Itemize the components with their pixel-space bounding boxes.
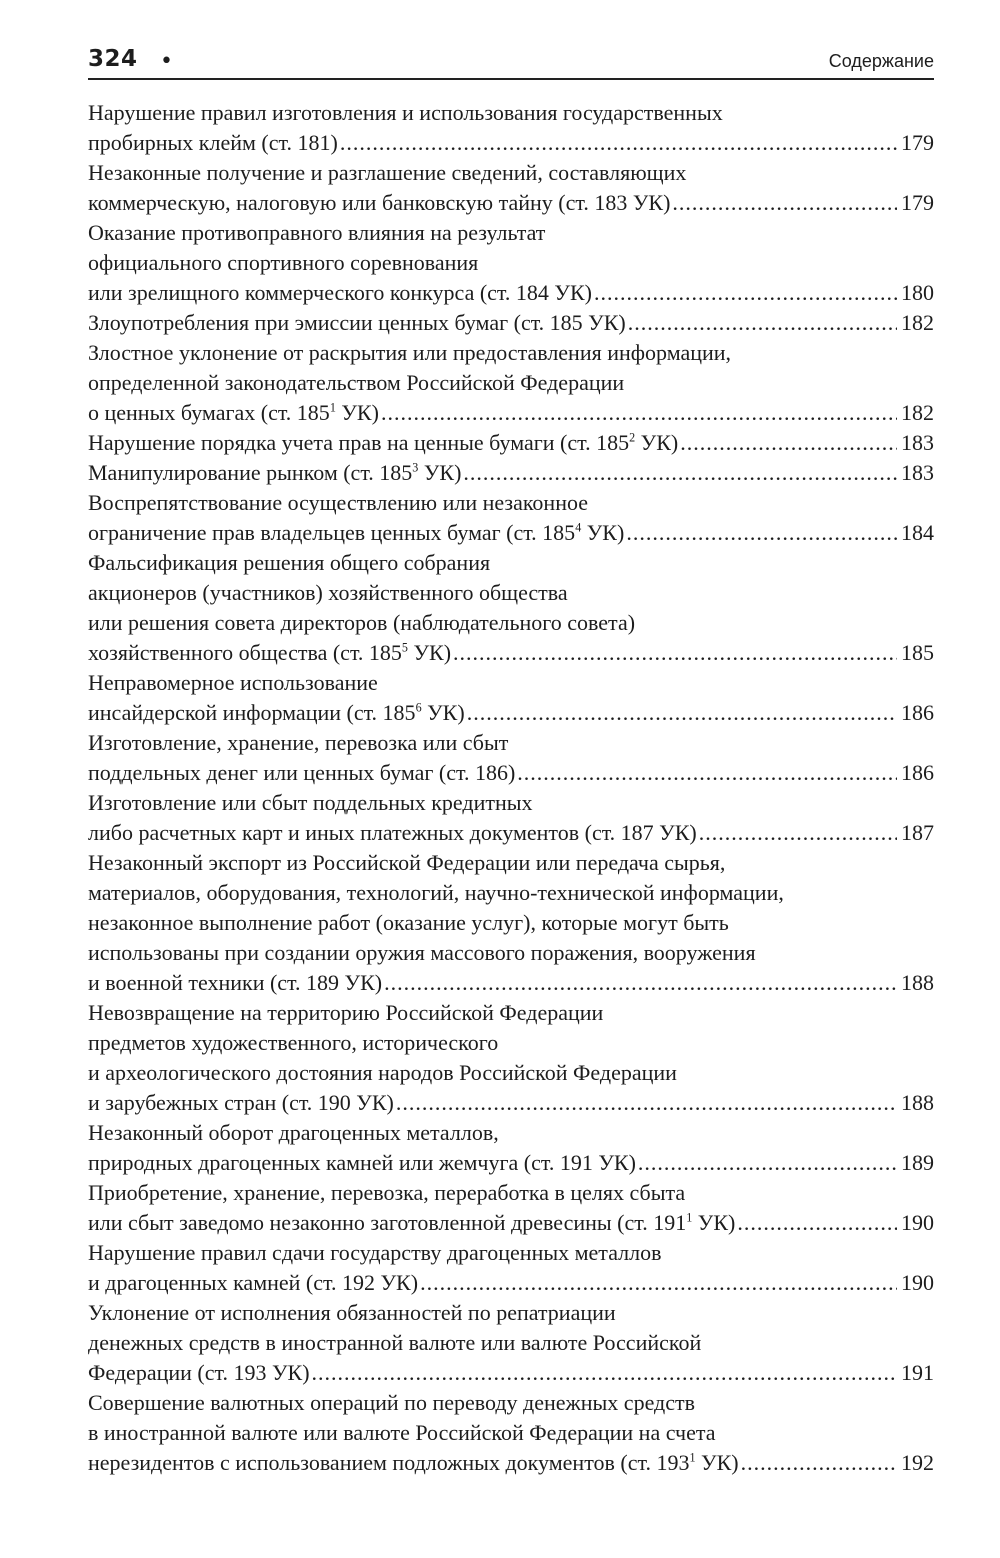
toc-entry-line: Злостное уклонение от раскрытия или предоставления информации, — [88, 340, 732, 365]
toc-page-number[interactable]: 189 — [901, 1150, 934, 1175]
toc-page-number[interactable]: 183 — [901, 430, 934, 455]
toc-page-number[interactable]: 191 — [901, 1360, 934, 1385]
toc-page-number[interactable]: 182 — [901, 400, 934, 425]
toc-entry-line: Незаконные получение и разглашение сведений, составляющих — [88, 160, 687, 185]
toc-entry-line: официального спортивного соревнования — [88, 250, 479, 275]
toc-entry-title-tail: УК) — [407, 640, 452, 665]
toc-entry-line: Оказание противоправного влияния на результат — [88, 220, 546, 245]
toc-page-number[interactable]: 187 — [901, 820, 934, 845]
toc-page-number[interactable]: 179 — [901, 130, 934, 155]
toc-entry-title — [88, 1088, 394, 1118]
toc-entry-line: или решения совета директоров (наблюдательного совета) — [88, 610, 636, 635]
toc-entry-last-line — [88, 638, 934, 668]
article-superscript: 4 — [575, 520, 582, 535]
toc-entry-last-line — [88, 1358, 934, 1388]
toc-entry-line: материалов, оборудования, технологий, научно-технической информации, — [88, 880, 784, 905]
toc-entry[interactable] — [88, 308, 934, 338]
toc-entry-title-text: Федерации (ст. 193 УК) — [88, 1360, 310, 1385]
toc-entry[interactable] — [88, 1178, 934, 1238]
toc-entry-last-line — [88, 1268, 934, 1298]
toc-entry-title-text: пробирных клейм (ст. 181) — [88, 130, 338, 155]
toc-entry-title-text: хозяйственного общества (ст. 185 — [88, 640, 402, 665]
dot-leader — [463, 458, 897, 488]
toc-entry-last-line — [88, 428, 934, 458]
dot-leader — [340, 128, 897, 158]
toc-entry-title — [88, 308, 626, 338]
toc-entry-title-text: Злоупотребления при эмиссии ценных бумаг (ст. 185 УК) — [88, 310, 626, 335]
dot-leader — [453, 638, 897, 668]
toc-entry-title — [88, 968, 382, 998]
section-title: Содержание — [828, 51, 934, 71]
dot-leader — [628, 308, 897, 338]
toc-entry[interactable] — [88, 338, 934, 428]
toc-page-number[interactable]: 190 — [901, 1270, 934, 1295]
toc-page-number[interactable]: 186 — [901, 700, 934, 725]
toc-entry-last-line — [88, 1208, 934, 1238]
toc-entry-line: Изготовление или сбыт поддельных кредитных — [88, 790, 533, 815]
header-bullet: • — [160, 49, 173, 74]
toc-entry[interactable] — [88, 158, 934, 218]
toc-entry-last-line — [88, 1448, 934, 1478]
table-of-contents — [88, 98, 934, 1478]
toc-entry-line: Приобретение, хранение, перевозка, переработка в целях сбыта — [88, 1180, 686, 1205]
toc-entry-title — [88, 518, 624, 548]
toc-entry-title-text: и военной техники (ст. 189 УК) — [88, 970, 383, 995]
dot-leader — [384, 968, 897, 998]
toc-entry-title — [88, 1148, 636, 1178]
toc-entry-title-text: поддельных денег или ценных бумаг (ст. 186) — [88, 760, 516, 785]
toc-entry-last-line — [88, 188, 934, 218]
article-superscript: 1 — [689, 1450, 696, 1465]
toc-page-number[interactable]: 192 — [901, 1450, 934, 1475]
toc-entry-title-text: нерезидентов с использованием подложных документов (ст. 193 — [88, 1450, 690, 1475]
toc-entry-line: незаконное выполнение работ (оказание услуг), которые могут быть — [88, 910, 729, 935]
toc-page-number[interactable]: 180 — [901, 280, 934, 305]
toc-entry-title — [88, 428, 678, 458]
toc-entry-title — [88, 638, 451, 668]
dot-leader — [680, 428, 897, 458]
toc-entry-line: Незаконный оборот драгоценных металлов, — [88, 1120, 499, 1145]
toc-entry-title-text: и драгоценных камней (ст. 192 УК) — [88, 1270, 419, 1295]
toc-entry-line: использованы при создании оружия массового поражения, вооружения — [88, 940, 756, 965]
toc-entry-title-tail: УК) — [581, 520, 625, 545]
toc-entry-line: Изготовление, хранение, перевозка или сбыт — [88, 730, 509, 755]
toc-entry-line: акционеров (участников) хозяйственного общества — [88, 580, 568, 605]
toc-entry[interactable] — [88, 98, 934, 158]
toc-entry-title — [88, 758, 515, 788]
toc-entry-last-line — [88, 398, 934, 428]
dot-leader — [672, 188, 897, 218]
toc-entry[interactable] — [88, 548, 934, 668]
toc-entry-title-text: Манипулирование рынком (ст. 185 — [88, 460, 413, 485]
toc-entry-last-line — [88, 308, 934, 338]
dot-leader — [467, 698, 897, 728]
toc-page-number[interactable]: 183 — [901, 460, 934, 485]
article-superscript: 6 — [415, 700, 422, 715]
toc-entry-line: Совершение валютных операций по переводу денежных средств — [88, 1390, 696, 1415]
toc-entry-line: Невозвращение на территорию Российской Федерации — [88, 1000, 604, 1025]
toc-entry[interactable] — [88, 998, 934, 1118]
dot-leader — [737, 1208, 897, 1238]
toc-entry-line: денежных средств в иностранной валюте или валюте Российской — [88, 1330, 702, 1355]
article-superscript: 3 — [412, 460, 419, 475]
toc-entry-title-tail: УК) — [421, 700, 465, 725]
toc-page-number[interactable]: 182 — [901, 310, 934, 335]
dot-leader — [312, 1358, 897, 1388]
toc-entry-title-text: о ценных бумагах (ст. 185 — [88, 400, 330, 425]
toc-entry-title-text: и зарубежных стран (ст. 190 УК) — [88, 1090, 394, 1115]
dot-leader — [626, 518, 897, 548]
toc-entry-title — [88, 1208, 735, 1238]
toc-entry-line: Нарушение правил изготовления и использования государственных — [88, 100, 723, 125]
toc-page-number[interactable]: 186 — [901, 760, 934, 785]
running-header — [88, 44, 934, 80]
dot-leader — [594, 278, 897, 308]
dot-leader — [638, 1148, 897, 1178]
toc-entry-title-text: Нарушение порядка учета прав на ценные бумаги (ст. 185 — [88, 430, 630, 455]
toc-entry-line: Воспрепятствование осуществлению или незаконное — [88, 490, 589, 515]
toc-entry-title — [88, 278, 592, 308]
toc-entry-line: определенной законодательством Российской Федерации — [88, 370, 625, 395]
toc-entry-last-line — [88, 1148, 934, 1178]
toc-entry-title — [88, 188, 670, 218]
article-superscript: 1 — [329, 400, 336, 415]
toc-entry[interactable] — [88, 728, 934, 788]
article-superscript: 2 — [629, 430, 636, 445]
article-superscript: 1 — [686, 1210, 693, 1225]
toc-entry[interactable] — [88, 788, 934, 848]
toc-entry-title-text: инсайдерской информации (ст. 185 — [88, 700, 416, 725]
dot-leader — [420, 1268, 897, 1298]
toc-entry[interactable] — [88, 1298, 934, 1388]
toc-entry-title-text: либо расчетных карт и иных платежных документов (ст. 187 УК) — [88, 820, 697, 845]
toc-entry-title — [88, 398, 379, 428]
toc-entry-title — [88, 458, 461, 488]
toc-entry-last-line — [88, 518, 934, 548]
page-number: 324 — [88, 46, 138, 72]
toc-entry-line: Уклонение от исполнения обязанностей по репатриации — [88, 1300, 616, 1325]
toc-page-number[interactable]: 190 — [901, 1210, 934, 1235]
dot-leader — [517, 758, 897, 788]
toc-entry-last-line — [88, 968, 934, 998]
dot-leader — [741, 1448, 897, 1478]
toc-entry[interactable] — [88, 1118, 934, 1178]
toc-entry-line: Неправомерное использование — [88, 670, 378, 695]
toc-entry-line: и археологического достояния народов Российской Федерации — [88, 1060, 677, 1085]
toc-entry-line: Незаконный экспорт из Российской Федерации или передача сырья, — [88, 850, 726, 875]
toc-entry[interactable] — [88, 1238, 934, 1298]
toc-entry-title-text: или сбыт заведомо незаконно заготовленной древесины (ст. 191 — [88, 1210, 687, 1235]
toc-entry[interactable] — [88, 668, 934, 728]
toc-entry-title — [88, 698, 465, 728]
toc-entry-title-tail: УК) — [692, 1210, 736, 1235]
dot-leader — [396, 1088, 897, 1118]
toc-entry-title-text: или зрелищного коммерческого конкурса (ст. 184 УК) — [88, 280, 592, 305]
toc-entry-title-text: ограничение прав владельцев ценных бумаг (ст. 185 — [88, 520, 576, 545]
toc-entry-last-line — [88, 1088, 934, 1118]
toc-entry-last-line — [88, 818, 934, 848]
toc-entry-last-line — [88, 128, 934, 158]
toc-entry-line: Нарушение правил сдачи государству драгоценных металлов — [88, 1240, 662, 1265]
toc-entry-last-line — [88, 278, 934, 308]
toc-entry-last-line — [88, 698, 934, 728]
toc-entry-line: Фальсификация решения общего собрания — [88, 550, 491, 575]
toc-entry[interactable] — [88, 218, 934, 308]
toc-entry-title-text: природных драгоценных камней или жемчуга (ст. 191 УК) — [88, 1150, 636, 1175]
toc-page-number[interactable]: 185 — [901, 640, 934, 665]
toc-page-number[interactable]: 188 — [901, 970, 934, 995]
toc-entry-title — [88, 1268, 418, 1298]
toc-page-number[interactable]: 179 — [901, 190, 934, 215]
toc-entry-title — [88, 1358, 310, 1388]
toc-entry-line: предметов художественного, исторического — [88, 1030, 499, 1055]
dot-leader — [381, 398, 897, 428]
toc-page-number[interactable]: 184 — [901, 520, 934, 545]
toc-entry[interactable] — [88, 1388, 934, 1478]
toc-entry-title-tail: УК) — [335, 400, 379, 425]
toc-entry-title — [88, 818, 697, 848]
toc-page-number[interactable]: 188 — [901, 1090, 934, 1115]
toc-entry-last-line — [88, 758, 934, 788]
toc-entry[interactable] — [88, 848, 934, 998]
toc-entry-title — [88, 1448, 739, 1478]
toc-entry-title-tail: УК) — [418, 460, 462, 485]
toc-entry-last-line — [88, 458, 934, 488]
toc-entry-title — [88, 128, 338, 158]
toc-entry[interactable] — [88, 428, 934, 458]
toc-entry-title-tail: УК) — [695, 1450, 739, 1475]
toc-entry-title-text: коммерческую, налоговую или банковскую тайну (ст. 183 УК) — [88, 190, 671, 215]
toc-entry-line: в иностранной валюте или валюте Российской Федерации на счета — [88, 1420, 716, 1445]
toc-entry[interactable] — [88, 458, 934, 488]
toc-entry[interactable] — [88, 488, 934, 548]
toc-entry-title-tail: УК) — [635, 430, 679, 455]
article-superscript: 5 — [401, 640, 408, 655]
dot-leader — [699, 818, 897, 848]
